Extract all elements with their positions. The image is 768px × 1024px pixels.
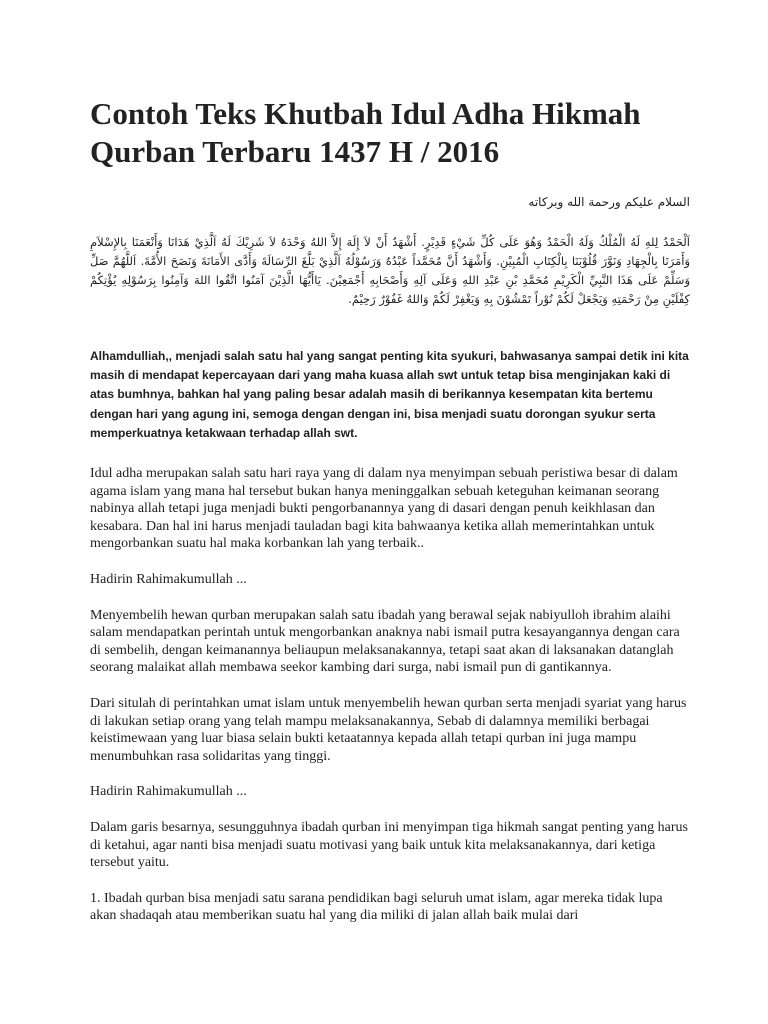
document-page	[90, 95, 690, 943]
list-item: 1. Ibadah qurban bisa menjadi satu sarana pendidikan bagi seluruh umat islam, agar mereka tidak lupa akan shadaqah atau memberikan suatu hal yang dia miliki di jalan allah baik mulai dari	[90, 890, 663, 924]
arabic-salam: السلام عليكم ورحمة الله وبركاته	[528, 195, 690, 209]
document-title: Contoh Teks Khutbah Idul Adha Hikmah Qurban Terbaru 1437 H / 2016	[90, 96, 641, 169]
paragraph: Idul adha merupakan salah satu hari raya yang di dalam nya menyimpan sebuah peristiwa besar di dalam agama islam yang mana hal tersebut bukan hanya meninggalkan sebuah keteguhan keimanan seorang nabinya allah tetapi juga menjadi bukti pengorbanannya yang di dasari dengan penuh keikhlasan dan kesabara. Dan hal ini harus menjadi tauladan bagi kita bahwaanya ketika allah memerintahkan untuk mengorbankan suatu hal maka korbankan lah yang terbaik..	[90, 466, 678, 552]
bold-intro-paragraph: Alhamdulliah,, menjadi salah satu hal yang sangat penting kita syukuri, bahwasanya sampai detik ini kita masih di mendapat kepercayaan dari yang maha kuasa allah swt untuk tetap bisa menginjakan kaki di atas bumhnya, bahkan hal yang paling besar adalah masih di berikannya kesempatan kita bertemu dengan hari yang agung ini, semoga dengan dengan ini, bisa menjadi suatu dorongan syukur serta memperkuatnya ketakwaan terhadap allah swt.	[90, 349, 689, 440]
section-greeting: Hadirin Rahimakumullah ...	[90, 571, 247, 587]
arabic-opening-prayer: اَلْحَمْدُ لِلهِ لَهُ الْمُلْكُ وَلَهُ الْحَمْدُ وَهُوَ عَلَى كُلِّ شَيْءٍ قَدِيْرٍ. أَشْهَدُ أَنْ لاَ إِلَهَ إِلاَّ اللهُ وَحْدَهُ لاَ شَرِيْكَ لَهُ اَلَّذِيْ هَدَانَا وَأَنْعَمَنَا بِالإِسْلاَمِ وَأَمَرَنَا بِالْجِهَادِ وَنَوَّرَ قُلُوْبَنَا بِالْكِتَابِ الْمُبِيْنِ. وَأَشْهَدُ أَنَّ مُحَمَّداً عَبْدُهُ وَرَسُوْلُهُ اَلَّذِيْ بَلَّغَ الرِّسَالَةَ وَأَدَّى الأَمَانَةَ وَنَصَحَ الأُمَّةَ. اَللَّهُمَّ صَلِّ وَسَلِّمْ عَلَى هَذَا النَّبِيِّ الْكَرِيْمِ مُحَمَّدِ بْنِ عَبْدِ اللهِ وَعَلَى آلِهِ وَأَصْحَابِهِ أَجْمَعِيْنَ. يَاأَيُّهَا الَّذِيْنَ آمَنُوا اتَّقُوا اللهَ وَآمِنُوا بِرَسُوْلِهِ يُؤْتِكُمْ كِفْلَيْنِ مِنْ رَحْمَتِهِ وَيَجْعَلْ لَكُمْ نُوْراً تَمْشُوْنَ بِهِ وَيَغْفِرْ لَكُمْ وَاللهُ غَفُوْرٌ رَحِيْمٌ.	[90, 235, 690, 306]
paragraph: Dalam garis besarnya, sesungguhnya ibadah qurban ini menyimpan tiga hikmah sangat penting yang harus di ketahui, agar nanti bisa menjadi suatu motivasi yang baik untuk kita melaksanakannya, dari ketiga tersebut yaitu.	[90, 819, 688, 871]
paragraph: Menyembelih hewan qurban merupakan salah satu ibadah yang berawal sejak nabiyulloh ibrahim alaihi salam mendapatkan perintah untuk mengorbankan anaknya nabi ismail putra kesayangannya dengan cara di sembelih, dengan keimanannya beliaupun melaksanakannya, tetapi saat akan di laksanakan datanglah seorang malaikat allah membawa seekor kambing dari surga, nabi ismail pun di gantikannya.	[90, 607, 680, 676]
paragraph: Dari situlah di perintahkan umat islam untuk menyembelih hewan qurban serta menjadi syariat yang harus di lakukan setiap orang yang telah mampu melaksanakannya, Sebab di dalamnya memiliki berbagai keistimewaan yang luar biasa selain bukti ketaatannya kepada allah tetapi qurban ini juga mampu menumbuhkan rasa solidaritas yang tinggi.	[90, 695, 687, 764]
section-greeting: Hadirin Rahimakumullah ...	[90, 784, 247, 800]
